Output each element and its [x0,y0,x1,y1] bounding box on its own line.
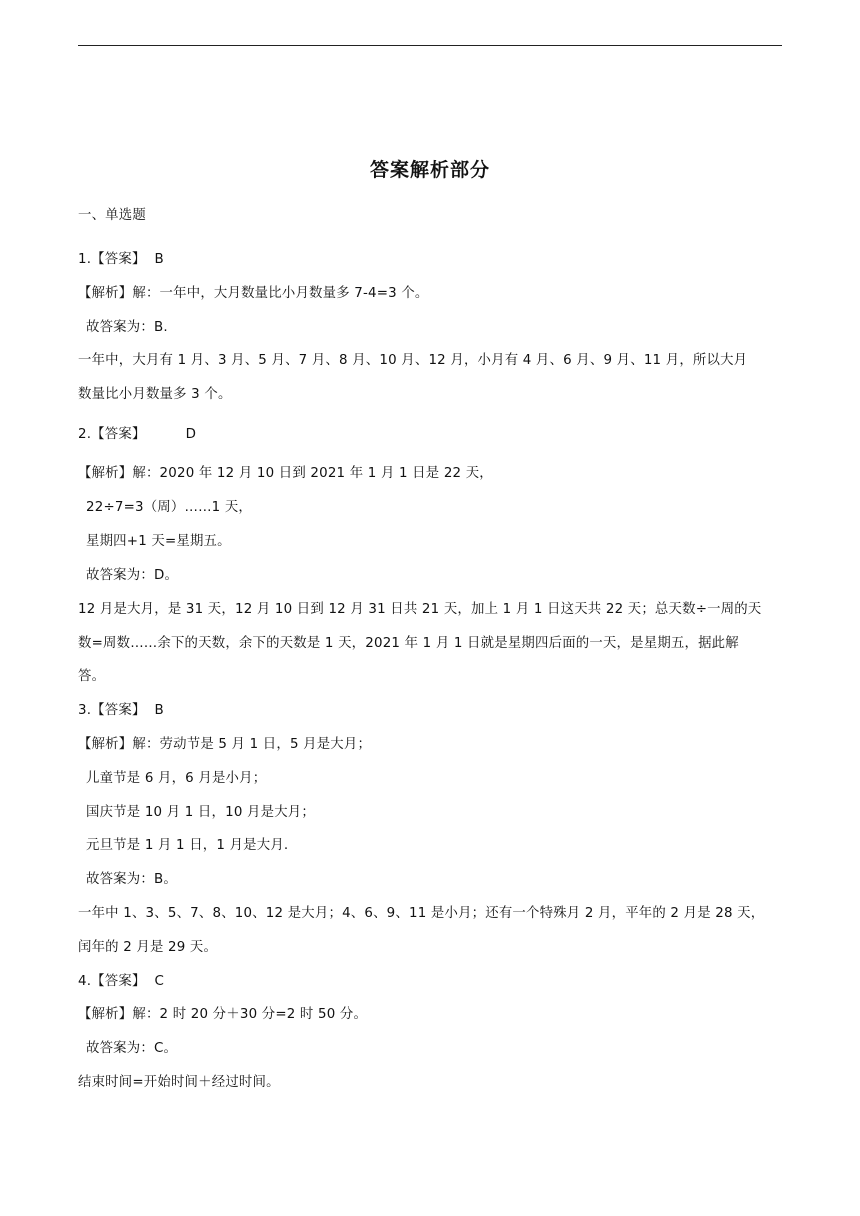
q1-analysis: 【解析】解：一年中，大月数量比小月数量多 7-4=3 个。 [78,286,429,301]
page-title: 答案解析部分 [369,159,490,181]
q2-answer: 2.【答案】 D [78,427,197,442]
q1-answer: 1.【答案】 B [78,252,164,267]
q1-note-line-2: 数量比小月数量多 3 个。 [78,387,232,402]
q2-note-line-3: 答。 [78,669,106,684]
q2-note-line-1: 12 月是大月，是 31 天，12 月 10 日到 12 月 31 日共 21 天，加上 1 月 1 日这天共 22 天；总天数÷一周的天 [78,602,762,617]
q3-step-1: 儿童节是 6 月，6 月是小月； [86,771,267,786]
q3-note-line-1: 一年中 1、3、5、7、8、10、12 是大月；4、6、9、11 是小月；还有一个特殊月 2 月，平年的 2 月是 28 天， [78,906,765,921]
q3-conclusion: 故答案为：B。 [86,872,177,887]
q4-conclusion: 故答案为：C。 [86,1041,178,1056]
q3-analysis: 【解析】解：劳动节是 5 月 1 日，5 月是大月； [78,737,372,752]
q2-conclusion: 故答案为：D。 [86,568,179,583]
q2-step-2: 星期四+1 天=星期五。 [86,534,231,549]
q4-answer: 4.【答案】 C [78,974,165,989]
q4-analysis: 【解析】解：2 时 20 分＋30 分=2 时 50 分。 [78,1007,368,1022]
header-rule [78,45,782,46]
q3-step-3: 元旦节是 1 月 1 日，1 月是大月. [86,838,289,853]
q2-note-line-2: 数=周数……余下的天数，余下的天数是 1 天，2021 年 1 月 1 日就是星期四后面的一天，是星期五，据此解 [78,636,739,651]
q1-note-line-1: 一年中，大月有 1 月、3 月、5 月、7 月、8 月、10 月、12 月，小月有 4 月、6 月、9 月、11 月，所以大月 [78,353,748,368]
q2-step-1: 22÷7=3（周）……1 天， [86,500,253,515]
q1-conclusion: 故答案为：B. [86,320,168,335]
q4-note-line-1: 结束时间=开始时间＋经过时间。 [78,1075,280,1090]
q2-analysis: 【解析】解：2020 年 12 月 10 日到 2021 年 1 月 1 日是 22 天， [78,466,493,481]
section-heading: 一、单选题 [78,208,146,223]
q3-step-2: 国庆节是 10 月 1 日，10 月是大月； [86,805,315,820]
q3-note-line-2: 闰年的 2 月是 29 天。 [78,940,218,955]
q3-answer: 3.【答案】 B [78,703,164,718]
